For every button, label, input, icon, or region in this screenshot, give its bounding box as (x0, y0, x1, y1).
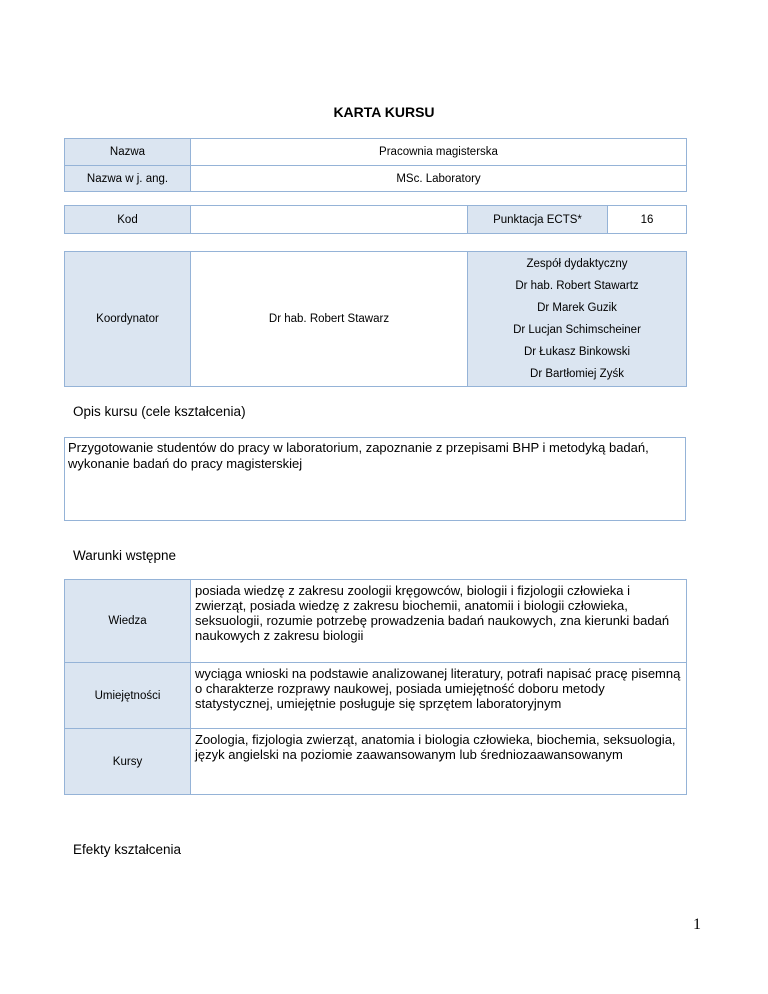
prerequisites-table (64, 579, 687, 795)
zespol-member: Dr Marek Guzik (537, 302, 617, 314)
wiedza-text: posiada wiedzę z zakresu zoologii kręgowców, biologii i fizjologii człowieka i zwierząt, posiada wiedzę z zakresu biochemii, anatomii i biologii człowieka, seksuologii, rozumie potrzebę prowadzenia badań naukowych, zna kierunki badań naukowych z zakresu biologii (191, 580, 687, 663)
kod-value (191, 206, 468, 234)
umiejetnosci-text: wyciąga wnioski na podstawie analizowanej literatury, potrafi napisać pracę pisemną o charakterze rozprawy naukowej, posiada umiejętność doboru metody statystycznej, umiejętnie posługuje się sprzętem laboratoryjnym (191, 663, 687, 729)
kod-label: Kod (65, 206, 191, 234)
zespol-member: Dr hab. Robert Stawartz (515, 280, 639, 292)
zespol-label: Zespół dydaktyczny (526, 258, 628, 270)
page-title: KARTA KURSU (333, 104, 435, 120)
coordinator-table (64, 251, 687, 387)
efekty-heading: Efekty kształcenia (73, 842, 182, 857)
koordynator-label: Koordynator (65, 252, 191, 387)
nazwa-label: Nazwa (65, 139, 191, 166)
ects-label: Punktacja ECTS* (468, 206, 608, 234)
name-table (64, 138, 687, 192)
opis-heading: Opis kursu (cele kształcenia) (73, 404, 246, 419)
kursy-text: Zoologia, fizjologia zwierząt, anatomia i biologia człowieka, biochemia, seksuologia, język angielski na poziomie zaawansowanym lub średniozaawansowanym (191, 729, 687, 795)
zespol-member: Dr Lucjan Schimscheiner (513, 324, 641, 336)
opis-text-box: Przygotowanie studentów do pracy w laboratorium, zapoznanie z przepisami BHP i metodyką badań, wykonanie badań do pracy magisterskiej (64, 437, 686, 521)
nazwa-ang-label: Nazwa w j. ang. (65, 166, 191, 192)
warunki-heading: Warunki wstępne (73, 548, 177, 563)
code-table (64, 205, 687, 234)
nazwa-ang-value: MSc. Laboratory (191, 166, 687, 192)
page-number: 1 (693, 916, 701, 933)
kursy-label: Kursy (65, 729, 191, 795)
nazwa-value: Pracownia magisterska (191, 139, 687, 166)
zespol-cell (468, 252, 687, 387)
ects-value: 16 (608, 206, 687, 234)
umiejetnosci-label: Umiejętności (65, 663, 191, 729)
zespol-member: Dr Bartłomiej Zyśk (530, 368, 624, 380)
koordynator-value: Dr hab. Robert Stawarz (191, 252, 468, 387)
wiedza-label: Wiedza (65, 580, 191, 663)
zespol-member: Dr Łukasz Binkowski (523, 346, 631, 358)
